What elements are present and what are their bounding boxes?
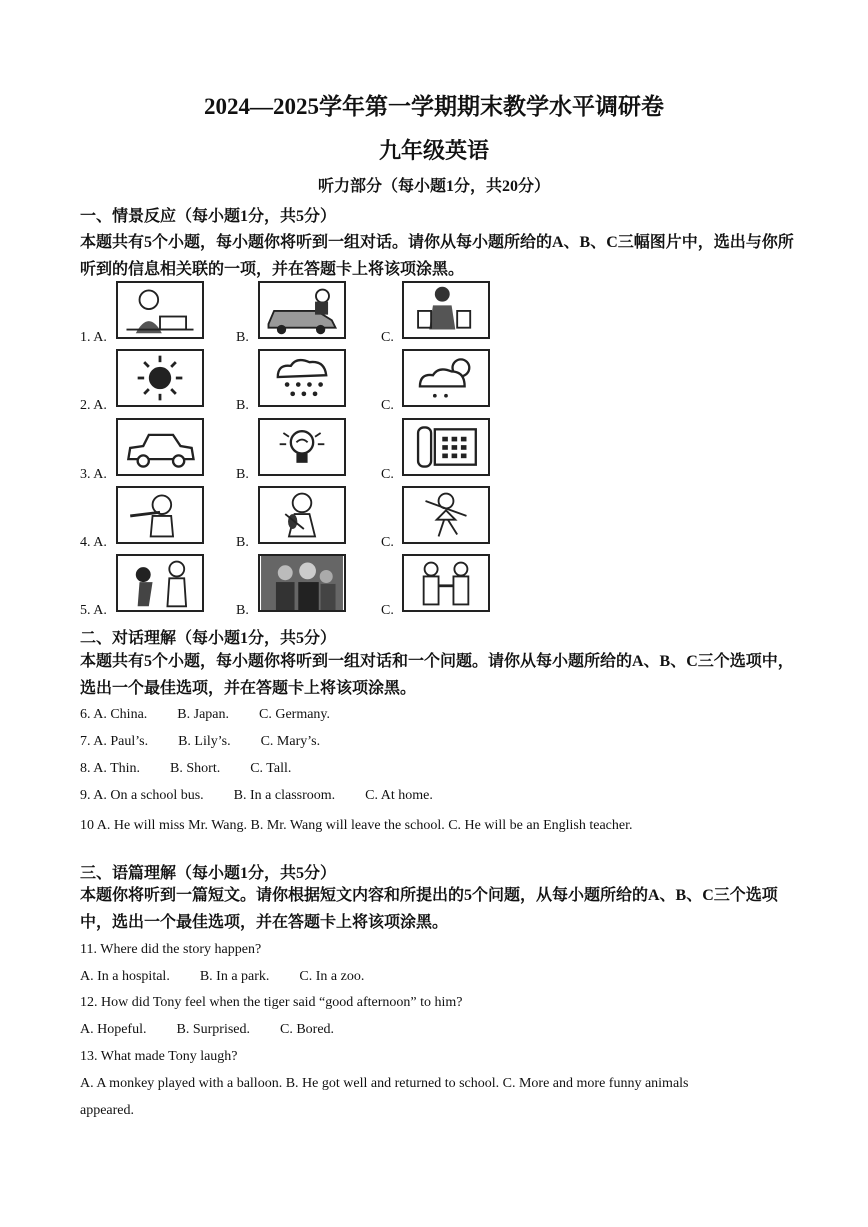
q7-option-c: C. Mary’s. xyxy=(260,734,321,749)
q9-option-a: 9. A. On a school bus. xyxy=(80,788,204,803)
dancing-girl-icon xyxy=(402,486,490,544)
sun-icon xyxy=(116,349,204,407)
row5-label-c: C. xyxy=(381,603,394,618)
car-icon xyxy=(116,418,204,476)
row1-label-c: C. xyxy=(381,330,394,345)
q12-option-c: C. Bored. xyxy=(280,1022,335,1037)
row5-label-b: B. xyxy=(236,603,249,618)
row5-label-a: 5. A. xyxy=(80,603,107,618)
q9-option-b: B. In a classroom. xyxy=(233,788,336,803)
row3-label-a: 3. A. xyxy=(80,467,107,482)
q8-option-a: 8. A. Thin. xyxy=(80,761,141,776)
q6-option-a: 6. A. China. xyxy=(80,707,148,722)
bowing-people-icon xyxy=(116,554,204,612)
q8-option-c: C. Tall. xyxy=(250,761,292,776)
q11-option-a: A. In a hospital. xyxy=(80,969,170,984)
telephone-icon xyxy=(402,418,490,476)
section1-heading: 一、情景反应（每小题1分，共5分） xyxy=(80,208,337,225)
shopping-woman-icon xyxy=(402,281,490,339)
row2-label-c: C. xyxy=(381,398,394,413)
question-13: 13. What made Tony laugh? xyxy=(80,1049,238,1064)
car-driver-icon xyxy=(258,281,346,339)
q9-option-c: C. At home. xyxy=(365,788,433,803)
row4-label-c: C. xyxy=(381,535,394,550)
q6-option-c: C. Germany. xyxy=(259,707,331,722)
question-11-options xyxy=(80,969,394,985)
question-12: 12. How did Tony feel when the tiger said “good afternoon” to him? xyxy=(80,995,463,1010)
section1-intro: 本题共有5个小题，每小题你将听到一组对话。请你从每小题所给的A、B、C三幅图片中，选出与你所听到的信息相关联的一项，并在答题卡上将该项涂黑。 xyxy=(80,234,794,278)
part-heading: 听力部分（每小题1分，共20分） xyxy=(317,178,550,195)
section3-heading: 三、语篇理解（每小题1分，共5分） xyxy=(80,865,337,882)
violin-girl-icon xyxy=(258,486,346,544)
q12-option-a: A. Hopeful. xyxy=(80,1022,147,1037)
question-8 xyxy=(80,761,321,777)
q8-option-b: B. Short. xyxy=(170,761,221,776)
row4-label-b: B. xyxy=(236,535,249,550)
reading-man-icon xyxy=(116,281,204,339)
q11-option-c: C. In a zoo. xyxy=(299,969,365,984)
q11-option-b: B. In a park. xyxy=(199,969,270,984)
row3-label-b: B. xyxy=(236,467,249,482)
row1-label-a: 1. A. xyxy=(80,330,107,345)
rain-cloud-icon xyxy=(258,349,346,407)
row3-label-c: C. xyxy=(381,467,394,482)
row2-label-a: 2. A. xyxy=(80,398,107,413)
question-13-options-line2: appeared. xyxy=(80,1103,135,1118)
question-11: 11. Where did the story happen? xyxy=(80,942,262,957)
question-10: 10 A. He will miss Mr. Wang. B. Mr. Wang will leave the school. C. He will be an English teacher. xyxy=(80,818,633,833)
q6-option-b: B. Japan. xyxy=(177,707,229,722)
q7-option-b: B. Lily’s. xyxy=(178,734,231,749)
row2-label-b: B. xyxy=(236,398,249,413)
exam-title: 2024—2025学年第一学期期末教学水平调研卷 xyxy=(204,94,664,119)
q12-option-b: B. Surprised. xyxy=(176,1022,250,1037)
q7-option-a: 7. A. Paul’s. xyxy=(80,734,149,749)
row1-label-b: B. xyxy=(236,330,249,345)
section2-heading: 二、对话理解（每小题1分，共5分） xyxy=(80,630,337,647)
cloudy-sun-icon xyxy=(402,349,490,407)
question-9 xyxy=(80,788,463,804)
exam-subtitle: 九年级英语 xyxy=(378,138,489,163)
handshake-icon xyxy=(402,554,490,612)
question-6 xyxy=(80,707,360,723)
row4-label-a: 4. A. xyxy=(80,535,107,550)
crowd-photo-icon xyxy=(258,554,346,612)
question-13-options-line1: A. A monkey played with a balloon. B. He got well and returned to school. C. More and more funny animals xyxy=(80,1076,689,1091)
question-7 xyxy=(80,734,350,750)
light-bulb-icon xyxy=(258,418,346,476)
question-12-options xyxy=(80,1022,364,1038)
section2-intro: 本题共有5个小题，每小题你将听到一组对话和一个问题。请你从每小题所给的A、B、C三个选项中，选出一个最佳选项，并在答题卡上将该项涂黑。 xyxy=(80,653,794,697)
section3-intro: 本题你将听到一篇短文。请你根据短文内容和所提出的5个问题，从每小题所给的A、B、C三个选项中，选出一个最佳选项，并在答题卡上将该项涂黑。 xyxy=(80,887,778,931)
flute-boy-icon xyxy=(116,486,204,544)
